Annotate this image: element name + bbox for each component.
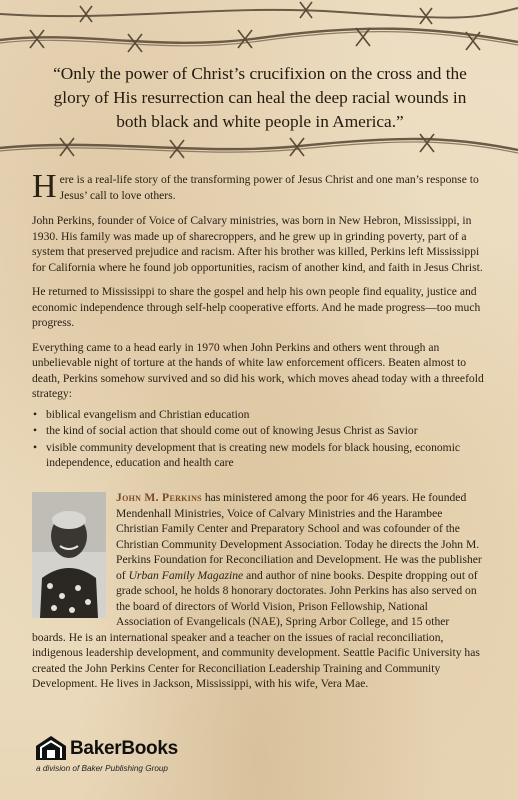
drop-cap: H — [32, 168, 57, 205]
publisher-logo — [34, 734, 234, 790]
description-text — [32, 168, 484, 472]
intro-paragraph — [32, 168, 484, 205]
intro-text: ere is a real-life story of the transforming power of Jesus Christ and one man’s response to Jesus’ call to love others. — [59, 173, 479, 202]
baker-books-building-icon — [34, 734, 68, 762]
publisher-name: BakerBooks — [70, 738, 178, 759]
bio-text-part-2: and author of nine books. Despite dropping out of grade school, he holds 8 honorary doctorates. John Perkins has also served on the board of directors of World Vision, Prison Fellowship, National Association of Evangelicals (NAE), Spring Arbor College, and 15 other boards. He is an international speaker and a teacher on the issues of racial reconciliation, indigenous leadership development, and community development. Seattle Pacific University has created the John Perkins Center for Reconciliation Leadership Training and Community Development. He lives in Jackson, Mississippi, with his wife, Vera Mae. — [32, 568, 480, 690]
author-photo — [32, 492, 106, 618]
list-item: • visible community development that is creating new models for black housing, economic independence, education and health care — [46, 440, 484, 471]
paragraph-torture: Everything came to a head early in 1970 when John Perkins and others went through an unbelievable night of torture at the hands of white law enforcement officers. Beaten almost to death, Perkins somehow survived and so did his work, which moves ahead today with a threefold strategy: — [32, 340, 484, 400]
author-name: John M. Perkins — [116, 491, 202, 504]
barbed-wire-bottom-decoration — [0, 128, 518, 168]
list-item: • biblical evangelism and Christian education — [46, 407, 484, 423]
magazine-title: Urban Family Magazine — [128, 568, 244, 582]
pull-quote: “Only the power of Christ’s crucifixion on the cross and the glory of His resurrection can heal the deep racial wounds in both black and white people in America.” — [53, 64, 467, 131]
list-item: • the kind of social action that should come out of knowing Jesus Christ as Savior — [46, 423, 484, 439]
author-bio — [32, 490, 484, 692]
strategy-list — [32, 407, 484, 471]
paragraph-biography: John Perkins, founder of Voice of Calvary ministries, was born in New Hebron, Mississippi, in 1930. His family was made up of sharecroppers, and he grew up in grinding poverty, part of a system that preserved prejudice and racism. After his brother was killed, Perkins left Mississippi for California where he found job opportunities, racism of another kind, and faith in Jesus Christ. — [32, 214, 483, 274]
barbed-wire-top-decoration — [0, 0, 518, 60]
paragraph-return: He returned to Mississippi to share the gospel and help his own people find equality, justice and economic independence through self-help cooperative efforts. And he made progress—too much progress. — [32, 285, 481, 329]
publisher-tagline: a division of Baker Publishing Group — [36, 764, 168, 773]
bio-text-part-1: has ministered among the poor for 46 years. He founded Mendenhall Ministries, Voice of Calvary Ministries and the Harambee Christian Family Center and Preparatory School and was cofounder of the Christian Community Development Association. Today he directs the John M. Perkins Foundation for Reconciliation and Development. He was the publisher of — [116, 491, 482, 582]
